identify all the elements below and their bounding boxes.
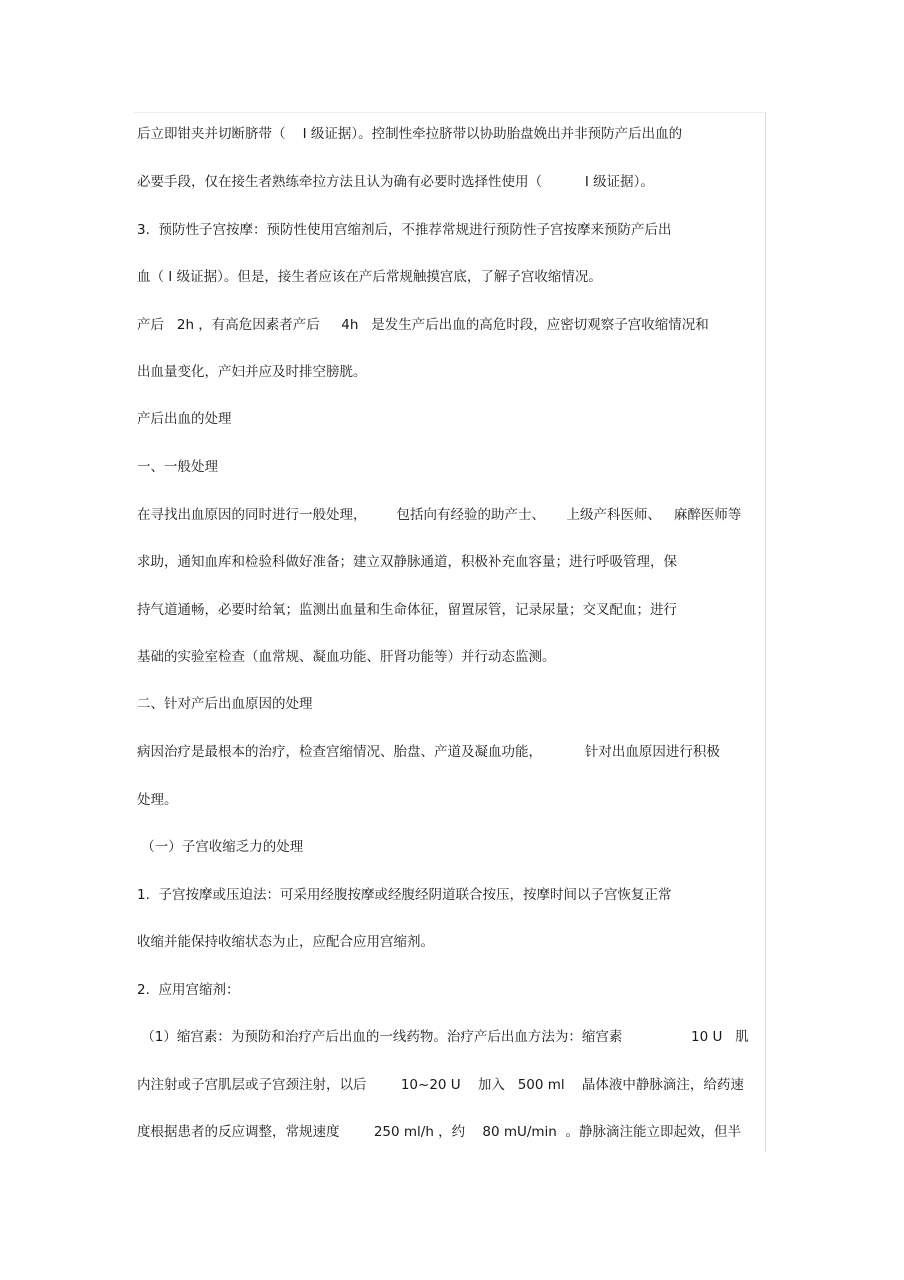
text-line: 1. 子宫按摩或压迫法：可采用经腹按摩或经腹经阴道联合按压，按摩时间以子宫恢复正常 bbox=[137, 887, 672, 903]
text-line: 3. 预防性子宫按摩：预防性使用宫缩剂后，不推荐常规进行预防性子宫按摩来预防产后出 bbox=[137, 222, 672, 238]
subsection-heading: （一）子宫收缩乏力的处理 bbox=[137, 839, 304, 855]
section-heading: 产后出血的处理 bbox=[137, 411, 232, 427]
text-line: 病因治疗是最根本的治疗，检查宫缩情况、胎盘、产道及凝血功能， 针对出血原因进行积极 bbox=[137, 744, 720, 760]
text-line: 持气道通畅，必要时给氧；监测出血量和生命体征，留置尿管，记录尿量；交叉配血；进行 bbox=[137, 602, 677, 618]
text-line: 内注射或子宫肌层或子宫颈注射，以后 10~20 U 加入 500 ml 晶体液中静脉滴注，给药速 bbox=[137, 1077, 744, 1093]
text-line: 必要手段，仅在接生者熟练牵拉方法且认为确有必要时选择性使用（ Ⅰ 级证据）。 bbox=[137, 174, 654, 190]
text-line: 度根据患者的反应调整，常规速度 250 ml/h ，约 80 mU/min 。静脉滴注能立即起效，但半 bbox=[137, 1124, 741, 1140]
section-heading: 一、一般处理 bbox=[137, 459, 218, 475]
text-line: 基础的实验室检查（血常规、凝血功能、肝肾功能等）并行动态监测。 bbox=[137, 649, 556, 665]
text-line: 收缩并能保持收缩状态为止，应配合应用宫缩剂。 bbox=[137, 934, 434, 950]
text-line: 处理。 bbox=[137, 792, 178, 808]
text-line: 2. 应用宫缩剂： bbox=[137, 982, 240, 998]
text-line: 求助，通知血库和检验科做好准备；建立双静脉通道，积极补充血容量；进行呼吸管理，保 bbox=[137, 554, 677, 570]
text-line: 血（ Ⅰ 级证据）。但是，接生者应该在产后常规触摸宫底，了解子宫收缩情况。 bbox=[137, 269, 602, 285]
text-line: 在寻找出血原因的同时进行一般处理， 包括向有经验的助产士、 上级产科医师、 麻醉医师等 bbox=[137, 507, 742, 523]
text-line: 后立即钳夹并切断脐带（ Ⅰ 级证据）。控制性牵拉脐带以协助胎盘娩出并非预防产后出血的 bbox=[137, 126, 683, 142]
text-line: 产后 2h ，有高危因素者产后 4h 是发生产后出血的高危时段，应密切观察子宫收缩情况和 bbox=[137, 317, 709, 333]
text-line: 出血量变化，产妇并应及时排空膀胱。 bbox=[137, 364, 367, 380]
text-line: （1）缩宫素：为预防和治疗产后出血的一线药物。治疗产后出血方法为：缩宫素 10 U 肌 bbox=[137, 1029, 749, 1045]
section-heading: 二、针对产后出血原因的处理 bbox=[137, 696, 313, 712]
